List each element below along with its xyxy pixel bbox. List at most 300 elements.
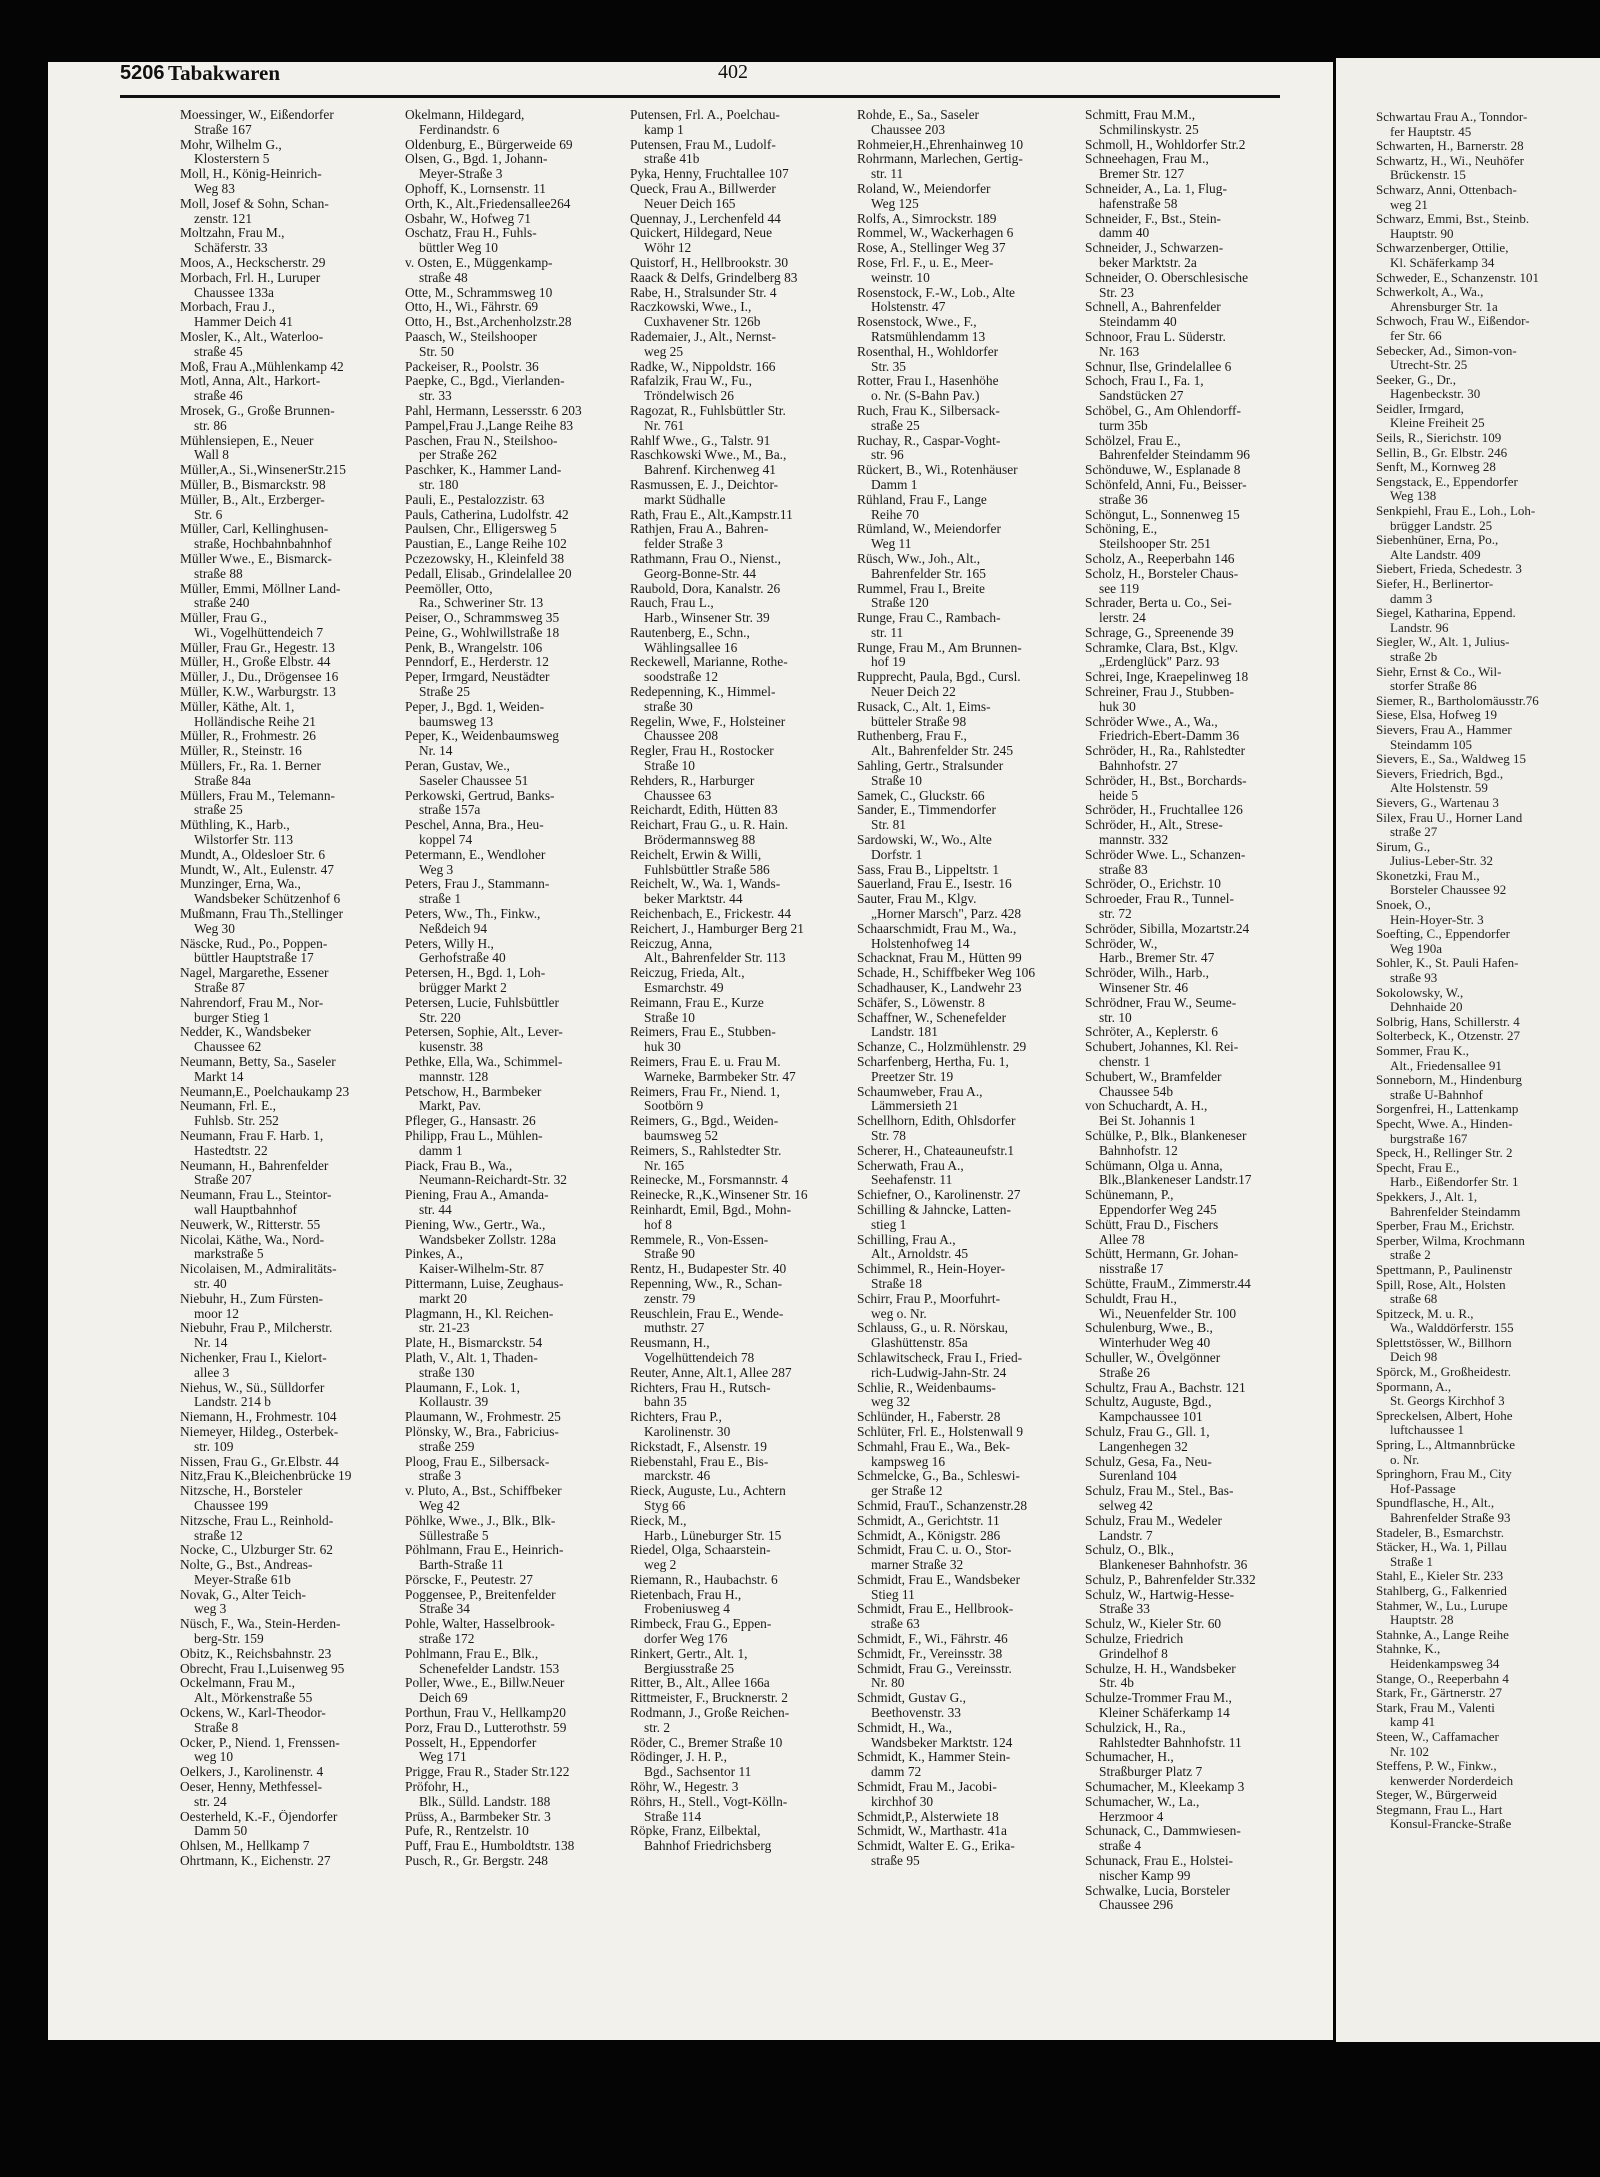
entry-continuation: o. Nr. (S-Bahn Pav.) bbox=[871, 389, 980, 404]
directory-entry: Scherer, H., Chateauneufstr.1 bbox=[857, 1143, 1015, 1158]
directory-entry: Schweder, E., Schanzenstr. 101 bbox=[1376, 269, 1540, 285]
directory-entry: Schreiner, Frau J., Stubben- bbox=[1085, 685, 1234, 700]
directory-entry: Spill, Rose, Alt., Holsten bbox=[1376, 1276, 1506, 1292]
directory-entry: Schilling & Jahncke, Latten- bbox=[857, 1202, 1011, 1217]
entry-continuation: Bahnhof Friedrichsberg bbox=[644, 1839, 772, 1854]
entry-continuation: Neumann-Reichardt-Str. 32 bbox=[419, 1173, 568, 1188]
directory-entry: Posselt, H., Eppendorfer bbox=[405, 1735, 537, 1750]
entry-continuation: burger Stieg 1 bbox=[194, 1010, 270, 1025]
directory-entry: Reuter, Anne, Alt.1, Allee 287 bbox=[630, 1365, 792, 1380]
directory-entry: Pfleger, G., Hansastr. 26 bbox=[405, 1114, 536, 1129]
directory-entry: Reichelt, W., Wa. 1, Wands- bbox=[630, 877, 781, 892]
entry-continuation: chenstr. 1 bbox=[1099, 1055, 1151, 1069]
entry-continuation: Glashüttenstr. 85a bbox=[871, 1336, 968, 1351]
directory-entry: Müthling, K., Harb., bbox=[180, 818, 290, 833]
directory-entry: Spundflasche, H., Alt., bbox=[1376, 1495, 1495, 1511]
directory-entry: Rasmussen, E. J., Deichtor- bbox=[630, 477, 779, 492]
directory-entry: Siefer, H., Berlinertor- bbox=[1376, 576, 1494, 591]
entry-continuation: straße 259 bbox=[419, 1439, 475, 1454]
entry-continuation: heide 5 bbox=[1099, 788, 1139, 803]
directory-entry: Schröter, A., Keplerstr. 6 bbox=[1085, 1025, 1218, 1040]
directory-entry: Nüsch, F., Wa., Stein-Herden- bbox=[180, 1617, 341, 1632]
directory-entry: Scherwath, Frau A., bbox=[857, 1158, 964, 1173]
entry-continuation: Straße 10 bbox=[644, 1010, 695, 1025]
entry-continuation: Holstenhofweg 14 bbox=[871, 936, 970, 951]
directory-entry: Röhrs, H., Stell., Vogt-Kölln- bbox=[630, 1794, 788, 1809]
entry-continuation: Hauptstr. 28 bbox=[1390, 1612, 1454, 1628]
directory-entry: Peran, Gustav, We., bbox=[405, 759, 510, 774]
entry-continuation: Fuhlsbüttler Straße 586 bbox=[644, 862, 770, 877]
entry-continuation: Preetzer Str. 19 bbox=[871, 1069, 954, 1084]
directory-entry: Schmidt, Fr., Vereinsstr. 38 bbox=[857, 1646, 1003, 1661]
directory-entry: Mühlensiepen, E., Neuer bbox=[180, 433, 314, 448]
directory-entry: Niebuhr, H., Zum Fürsten- bbox=[180, 1291, 324, 1306]
entry-continuation: Brückenstr. 15 bbox=[1390, 167, 1466, 183]
directory-entry: Paasch, W., Steilshooper bbox=[405, 329, 538, 344]
entry-continuation: hafenstraße 58 bbox=[1099, 196, 1178, 211]
entry-continuation: damm 1 bbox=[419, 1143, 463, 1158]
directory-entry: Schulz, Frau M., Stel., Bas- bbox=[1085, 1484, 1234, 1499]
entry-continuation: hof 8 bbox=[644, 1217, 672, 1232]
directory-entry: Reimers, Frau E., Stubben- bbox=[630, 1025, 776, 1040]
directory-entry: Rautenberg, E., Schn., bbox=[630, 625, 750, 640]
entry-continuation: weinstr. 10 bbox=[871, 270, 930, 285]
entry-continuation: straße 25 bbox=[871, 418, 920, 433]
entry-continuation: Str. 35 bbox=[871, 359, 906, 374]
directory-entry: Schmidt, Frau G., Vereinsstr. bbox=[857, 1661, 1012, 1676]
entry-continuation: Steindamm 40 bbox=[1099, 315, 1177, 330]
entry-continuation: weg 25 bbox=[644, 344, 684, 359]
directory-entry: Schumacher, H., bbox=[1085, 1750, 1174, 1765]
directory-entry: Schramke, Clara, Bst., Klgv. bbox=[1085, 640, 1239, 655]
directory-entry: Otto, H., Wi., Fährstr. 69 bbox=[405, 300, 539, 315]
entry-continuation: see 119 bbox=[1099, 581, 1140, 596]
entry-continuation: straße 48 bbox=[419, 270, 468, 285]
entry-continuation: felder Straße 3 bbox=[644, 537, 723, 552]
directory-entry: Stäcker, H., Wa. 1, Pillau bbox=[1376, 1539, 1507, 1555]
directory-entry: Poggensee, P., Breitenfelder bbox=[405, 1587, 556, 1602]
entry-continuation: Deich 98 bbox=[1390, 1349, 1438, 1365]
entry-continuation: Alt., Friedensallee 91 bbox=[1390, 1057, 1502, 1073]
directory-entry: Rusack, C., Alt. 1, Eims- bbox=[857, 699, 991, 714]
directory-entry: Putensen, Frl. A., Poelchau- bbox=[630, 108, 780, 122]
directory-entry: Ockens, W., Karl-Theodor- bbox=[180, 1706, 326, 1721]
directory-entry: Schultz, Auguste, Bgd., bbox=[1085, 1395, 1212, 1410]
directory-entry: Niemann, H., Frohmestr. 104 bbox=[180, 1410, 337, 1425]
directory-entry: Stahnke, A., Lange Reihe bbox=[1376, 1626, 1509, 1642]
directory-entry: Puff, Frau E., Humboldtstr. 138 bbox=[405, 1839, 575, 1854]
directory-entry: Schütt, Hermann, Gr. Johan- bbox=[1085, 1247, 1239, 1262]
directory-entry: Nocke, C., Ulzburger Str. 62 bbox=[180, 1543, 333, 1558]
entry-continuation: Straße 87 bbox=[194, 981, 245, 996]
directory-entry: Rodmann, J., Große Reichen- bbox=[630, 1706, 790, 1721]
directory-entry: Riebenstahl, Frau E., Bis- bbox=[630, 1454, 769, 1469]
directory-entry: Siegler, W., Alt. 1, Julius- bbox=[1376, 634, 1510, 650]
directory-entry: Müllers, Fr., Ra. 1. Berner bbox=[180, 759, 321, 774]
directory-entry: Radke, W., Nippoldstr. 166 bbox=[630, 359, 776, 374]
entry-continuation: str. 44 bbox=[419, 1202, 452, 1217]
directory-entry: Pyka, Henny, Fruchtallee 107 bbox=[630, 167, 789, 182]
directory-entry: Schnell, A., Bahrenfelder bbox=[1085, 300, 1221, 315]
directory-entry: Schade, H., Schiffbeker Weg 106 bbox=[857, 966, 1036, 981]
entry-continuation: Hein-Hoyer-Str. 3 bbox=[1390, 911, 1484, 927]
directory-entry: Müller, Carl, Kellinghusen- bbox=[180, 522, 329, 537]
directory-entry: Rolfs, A., Simrockstr. 189 bbox=[857, 211, 997, 226]
entry-continuation: Wöhr 12 bbox=[644, 241, 692, 256]
directory-entry: Müller, Frau Gr., Hegestr. 13 bbox=[180, 640, 335, 655]
directory-entry: Poller, Wwe., E., Billw.Neuer bbox=[405, 1676, 565, 1691]
directory-entry: Paschker, K., Hammer Land- bbox=[405, 463, 562, 478]
entry-continuation: Holländische Reihe 21 bbox=[194, 714, 316, 729]
entry-continuation: Weg 3 bbox=[419, 862, 454, 877]
directory-entry: Schulz, W., Hartwig-Hesse- bbox=[1085, 1587, 1235, 1602]
directory-entry: Pauli, E., Pestalozzistr. 63 bbox=[405, 492, 545, 507]
directory-entry: Schuller, W., Övelgönner bbox=[1085, 1350, 1221, 1365]
directory-entry: Mundt, W., Alt., Eulenstr. 47 bbox=[180, 862, 335, 877]
entry-continuation: baumsweg 13 bbox=[419, 714, 494, 729]
entry-continuation: beker Marktstr. 2a bbox=[1099, 255, 1197, 270]
directory-entry: Röder, C., Bremer Straße 10 bbox=[630, 1735, 783, 1750]
entry-continuation: Dorfstr. 1 bbox=[871, 847, 923, 862]
entry-continuation: Bahrenf. Kirchenweg 41 bbox=[644, 463, 776, 478]
directory-entry: Pinkes, A., bbox=[405, 1247, 464, 1262]
entry-continuation: Hammer Deich 41 bbox=[194, 315, 293, 330]
entry-continuation: Kollaustr. 39 bbox=[419, 1395, 489, 1410]
directory-entry: Riemann, R., Haubachstr. 6 bbox=[630, 1572, 778, 1587]
entry-continuation: muthstr. 27 bbox=[644, 1321, 705, 1336]
directory-column-5 bbox=[1085, 108, 1283, 1913]
entry-continuation: huk 30 bbox=[644, 1040, 681, 1055]
directory-entry: Ohrtmann, K., Eichenstr. 27 bbox=[180, 1854, 331, 1869]
directory-entry: Reimers, G., Bgd., Weiden- bbox=[630, 1114, 779, 1129]
directory-entry: Quistorf, H., Hellbrookstr. 30 bbox=[630, 255, 789, 270]
entry-continuation: straße 3 bbox=[419, 1469, 462, 1484]
directory-entry: Schmidt, Frau M., Jacobi- bbox=[857, 1780, 997, 1795]
directory-entry: Stegmann, Frau L., Hart bbox=[1376, 1801, 1503, 1817]
entry-continuation: Alt., Bahrenfelder Str. 245 bbox=[871, 744, 1014, 759]
directory-entry: Schöngut, L., Sonnenweg 15 bbox=[1085, 507, 1240, 522]
entry-continuation: Rahlstedter Bahnhofstr. 11 bbox=[1099, 1735, 1242, 1750]
entry-continuation: damm 40 bbox=[1099, 226, 1150, 241]
entry-continuation: Neßdeich 94 bbox=[419, 921, 488, 936]
entry-continuation: Harb., Bremer Str. 47 bbox=[1099, 951, 1215, 966]
entry-continuation: Stieg 11 bbox=[871, 1587, 915, 1602]
directory-entry: Spitzeck, M. u. R., bbox=[1376, 1305, 1474, 1321]
entry-continuation: Straße 1 bbox=[1390, 1553, 1433, 1569]
entry-continuation: Weg 83 bbox=[194, 181, 235, 196]
entry-continuation: straße 2 bbox=[1390, 1247, 1431, 1263]
directory-entry: Schaarschmidt, Frau M., Wa., bbox=[857, 921, 1017, 936]
directory-entry: Niebuhr, Frau P., Milcherstr. bbox=[180, 1321, 333, 1336]
directory-entry: Munzinger, Erna, Wa., bbox=[180, 877, 301, 892]
directory-entry: Schulze-Trommer Frau M., bbox=[1085, 1691, 1232, 1706]
directory-entry: Ophoff, K., Lornsenstr. 11 bbox=[405, 181, 546, 196]
entry-continuation: Herzmoor 4 bbox=[1099, 1809, 1164, 1824]
directory-entry: Paustian, E., Lange Reihe 102 bbox=[405, 537, 567, 552]
entry-continuation: str. 40 bbox=[194, 1276, 227, 1291]
entry-continuation: straße 95 bbox=[871, 1854, 920, 1869]
entry-continuation: turm 35b bbox=[1099, 418, 1148, 433]
entry-continuation: straße 30 bbox=[644, 699, 693, 714]
entry-continuation: Weg 138 bbox=[1390, 488, 1437, 504]
entry-continuation: straße 63 bbox=[871, 1617, 920, 1632]
entry-continuation: Nr. 102 bbox=[1390, 1743, 1429, 1759]
directory-entry: Senft, M., Kornweg 28 bbox=[1376, 459, 1496, 475]
entry-continuation: Chaussee 62 bbox=[194, 1040, 262, 1055]
entry-continuation: Schmilinskystr. 25 bbox=[1099, 122, 1199, 137]
directory-entry: Moll, Josef & Sohn, Schan- bbox=[180, 196, 329, 211]
directory-entry: Nitz,Frau K.,Bleichenbrücke 19 bbox=[180, 1469, 352, 1484]
directory-entry: Sievers, E., Sa., Waldweg 15 bbox=[1376, 751, 1526, 767]
entry-continuation: weg 2 bbox=[644, 1558, 677, 1573]
directory-entry: Ruch, Frau K., Silbersack- bbox=[857, 403, 1000, 418]
entry-continuation: Surenland 104 bbox=[1099, 1469, 1177, 1484]
directory-entry: Neumann, Frau L., Steintor- bbox=[180, 1188, 332, 1203]
entry-continuation: Blankeneser Bahnhofstr. 36 bbox=[1099, 1558, 1248, 1573]
directory-entry: Petersen, Sophie, Alt., Lever- bbox=[405, 1025, 563, 1040]
directory-entry: Rohde, E., Sa., Saseler bbox=[857, 108, 979, 122]
entry-continuation: Nr. 165 bbox=[644, 1158, 685, 1173]
directory-entry: Novak, G., Alter Teich- bbox=[180, 1587, 306, 1602]
directory-entry: Sellin, B., Gr. Elbstr. 246 bbox=[1376, 444, 1508, 460]
entry-continuation: straße 88 bbox=[194, 566, 243, 581]
directory-entry: Moß, Frau A.,Mühlenkamp 42 bbox=[180, 359, 344, 374]
directory-entry: Porthun, Frau V., Hellkamp20 bbox=[405, 1706, 566, 1721]
entry-continuation: Bei St. Johannis 1 bbox=[1099, 1114, 1196, 1129]
entry-continuation: Weg 42 bbox=[419, 1498, 460, 1513]
entry-continuation: Chaussee 133a bbox=[194, 285, 274, 300]
entry-continuation: Ra., Schweriner Str. 13 bbox=[419, 596, 544, 611]
directory-entry: Reichart, Frau G., u. R. Hain. bbox=[630, 818, 789, 833]
directory-entry: Spekkers, J., Alt. 1, bbox=[1376, 1188, 1478, 1204]
entry-continuation: Georg-Bonne-Str. 44 bbox=[644, 566, 757, 581]
directory-entry: Peters, Frau J., Stammann- bbox=[405, 877, 550, 892]
directory-entry: Mosler, K., Alt., Waterloo- bbox=[180, 329, 324, 344]
directory-entry: Rabe, H., Stralsunder Str. 4 bbox=[630, 285, 777, 300]
entry-continuation: Eppendorfer Weg 245 bbox=[1099, 1202, 1217, 1217]
directory-entry: Röpke, Franz, Eilbektal, bbox=[630, 1824, 761, 1839]
directory-entry: Rieck, Auguste, Lu., Achtern bbox=[630, 1484, 786, 1499]
directory-entry: Sperber, Frau M., Erichstr. bbox=[1376, 1218, 1515, 1234]
directory-entry: Soefting, C., Eppendorfer bbox=[1376, 926, 1510, 942]
entry-continuation: Vogelhüttendeich 78 bbox=[644, 1350, 755, 1365]
directory-entry: Rathjen, Frau A., Bahren- bbox=[630, 522, 769, 537]
directory-entry: Stange, O., Reeperbahn 4 bbox=[1376, 1670, 1509, 1686]
directory-entry: Raschkowski Wwe., M., Ba., bbox=[630, 448, 787, 463]
directory-entry: Siebenhüner, Erna, Po., bbox=[1376, 532, 1499, 548]
directory-entry: Rödinger, J. H. P., bbox=[630, 1750, 727, 1765]
directory-entry: Scholz, H., Borsteler Chaus- bbox=[1085, 566, 1239, 581]
directory-entry: Schönfeld, Anni, Fu., Beisser- bbox=[1085, 477, 1247, 492]
entry-continuation: Blk., Sülld. Landstr. 188 bbox=[419, 1794, 551, 1809]
directory-entry: Müller, Käthe, Alt. 1, bbox=[180, 699, 295, 714]
directory-entry: Scharfenberg, Hertha, Fu. 1, bbox=[857, 1055, 1009, 1069]
directory-entry: Schrei, Inge, Kraepelinweg 18 bbox=[1085, 670, 1249, 685]
directory-entry: Schröder, W., bbox=[1085, 936, 1158, 951]
directory-entry: Plagmann, H., Kl. Reichen- bbox=[405, 1306, 554, 1321]
directory-entry: Neuwerk, W., Ritterstr. 55 bbox=[180, 1217, 321, 1232]
directory-entry: Obitz, K., Reichsbahnstr. 23 bbox=[180, 1646, 332, 1661]
directory-entry: Pufe, R., Rentzelstr. 10 bbox=[405, 1824, 529, 1839]
directory-entry: Ockelmann, Frau M., bbox=[180, 1676, 295, 1691]
directory-entry: Ohlsen, M., Hellkamp 7 bbox=[180, 1839, 310, 1854]
entry-continuation: ger Straße 12 bbox=[871, 1484, 943, 1499]
directory-entry: Siemer, R., Bartholomäusstr.76 bbox=[1376, 692, 1539, 708]
directory-entry: Schmitt, Frau M.M., bbox=[1085, 108, 1196, 122]
directory-entry: Moll, H., König-Heinrich- bbox=[180, 167, 322, 182]
directory-entry: Pczezowsky, H., Kleinfeld 38 bbox=[405, 551, 565, 566]
directory-entry: Schuldt, Frau H., bbox=[1085, 1291, 1177, 1306]
entry-continuation: Markt 14 bbox=[194, 1069, 244, 1084]
page-number: 5206 bbox=[120, 62, 165, 84]
directory-entry: Plate, H., Bismarckstr. 54 bbox=[405, 1336, 543, 1351]
directory-entry: Pahl, Hermann, Lessersstr. 6 203 bbox=[405, 403, 582, 418]
directory-entry: Schubert, Johannes, Kl. Rei- bbox=[1085, 1040, 1239, 1055]
entry-continuation: Landstr. 181 bbox=[871, 1025, 938, 1040]
entry-continuation: Straße 207 bbox=[194, 1173, 252, 1188]
entry-continuation: selweg 42 bbox=[1099, 1498, 1153, 1513]
entry-continuation: nisstraße 17 bbox=[1099, 1262, 1164, 1277]
directory-entry: Oeser, Henny, Methfessel- bbox=[180, 1780, 323, 1795]
directory-entry: Otto, H., Bst.,Archenholzstr.28 bbox=[405, 315, 572, 330]
directory-entry: Schmidt, A., Königstr. 286 bbox=[857, 1528, 1001, 1543]
directory-entry: Pöhlke, Wwe., J., Blk., Blk- bbox=[405, 1513, 556, 1528]
directory-entry: Richters, Frau H., Rutsch- bbox=[630, 1380, 771, 1395]
entry-continuation: Dehnhaide 20 bbox=[1390, 999, 1463, 1015]
directory-entry: Schwarzenberger, Ottilie, bbox=[1376, 240, 1509, 256]
directory-entry: Schulz, Gesa, Fa., Neu- bbox=[1085, 1454, 1212, 1469]
directory-entry: Ocker, P., Niend. 1, Frenssen- bbox=[180, 1735, 340, 1750]
entry-continuation: Süllestraße 5 bbox=[419, 1528, 489, 1543]
directory-entry: Schütte, FrauM., Zimmerstr.44 bbox=[1085, 1276, 1251, 1291]
directory-entry: Petermann, E., Wendloher bbox=[405, 847, 546, 862]
directory-entry: Pöhlmann, Frau E., Heinrich- bbox=[405, 1543, 564, 1558]
directory-entry: Rath, Frau E., Alt.,Kampstr.11 bbox=[630, 507, 793, 522]
directory-entry: Spörck, M., Großheidestr. bbox=[1376, 1364, 1512, 1380]
entry-continuation: brügger Markt 2 bbox=[419, 981, 507, 996]
entry-continuation: Weg 190a bbox=[1390, 940, 1443, 956]
entry-continuation: str. 24 bbox=[194, 1794, 227, 1809]
directory-entry: Rinkert, Gertr., Alt. 1, bbox=[630, 1646, 748, 1661]
entry-continuation: Steindamm 105 bbox=[1390, 736, 1472, 752]
directory-entry: Schümann, Olga u. Anna, bbox=[1085, 1158, 1223, 1173]
entry-continuation: allee 3 bbox=[194, 1365, 230, 1380]
directory-entry: Rimbeck, Frau G., Eppen- bbox=[630, 1617, 772, 1632]
directory-entry: Reusmann, H., bbox=[630, 1336, 710, 1351]
directory-entry: Morbach, Frl. H., Luruper bbox=[180, 270, 321, 285]
entry-continuation: Straße 114 bbox=[644, 1809, 702, 1824]
directory-entry: Schmidt, Gustav G., bbox=[857, 1691, 966, 1706]
directory-entry: Neumann, Betty, Sa., Saseler bbox=[180, 1055, 336, 1069]
entry-continuation: weg o. Nr. bbox=[871, 1306, 927, 1321]
entry-continuation: Straße 18 bbox=[871, 1276, 922, 1291]
directory-entry: Prigge, Frau R., Stader Str.122 bbox=[405, 1765, 570, 1780]
entry-continuation: Kampchaussee 101 bbox=[1099, 1410, 1203, 1425]
directory-entry: Rathmann, Frau O., Nienst., bbox=[630, 551, 781, 566]
entry-continuation: Steilshooper Str. 251 bbox=[1099, 537, 1211, 552]
directory-entry: Reimers, Frau Fr., Niend. 1, bbox=[630, 1084, 780, 1099]
directory-entry: Schrage, G., Spreenende 39 bbox=[1085, 625, 1234, 640]
entry-continuation: Wandsbeker Schützenhof 6 bbox=[194, 892, 341, 907]
entry-continuation: Wählingsallee 16 bbox=[644, 640, 738, 655]
directory-entry: Schoch, Frau I., Fa. 1, bbox=[1085, 374, 1204, 389]
directory-entry: Müller, B., Bismarckstr. 98 bbox=[180, 477, 326, 492]
entry-continuation: kampsweg 16 bbox=[871, 1454, 946, 1469]
entry-continuation: Str. 220 bbox=[419, 1010, 461, 1025]
entry-continuation: Esmarchstr. 49 bbox=[644, 981, 724, 996]
entry-continuation: straße 4 bbox=[1099, 1839, 1142, 1854]
entry-continuation: Schenefelder Landstr. 153 bbox=[419, 1661, 560, 1676]
directory-entry: Neumann, Frau F. Harb. 1, bbox=[180, 1128, 324, 1143]
directory-entry: Neumann, Frl. E., bbox=[180, 1099, 276, 1114]
entry-continuation: straße, Hochbahnbahnhof bbox=[194, 537, 332, 552]
entry-continuation: str. 11 bbox=[871, 625, 904, 640]
directory-entry: Quennay, J., Lerchenfeld 44 bbox=[630, 211, 781, 226]
directory-entry: Schrödner, Frau W., Seume- bbox=[1085, 995, 1237, 1010]
directory-entry: Pohlmann, Frau E., Blk., bbox=[405, 1646, 539, 1661]
directory-entry: Schnoor, Frau L. Süderstr. bbox=[1085, 329, 1226, 344]
directory-entry: Schröder, H., Alt., Strese- bbox=[1085, 818, 1223, 833]
directory-entry: Roland, W., Meiendorfer bbox=[857, 181, 991, 196]
entry-continuation: „Horner Marsch", Parz. 428 bbox=[871, 907, 1022, 922]
entry-continuation: Neuer Deich 22 bbox=[871, 685, 956, 700]
directory-entry: Nicolai, Käthe, Wa., Nord- bbox=[180, 1232, 325, 1247]
directory-entry: Peiser, O., Schrammsweg 35 bbox=[405, 611, 560, 626]
entry-continuation: Chaussee 63 bbox=[644, 788, 712, 803]
directory-entry: Plönsky, W., Bra., Fabricius- bbox=[405, 1424, 559, 1439]
directory-entry: Paschen, Frau N., Steilshoo- bbox=[405, 433, 558, 448]
directory-entry: Rümland, W., Meiendorfer bbox=[857, 522, 1001, 537]
entry-continuation: str. 72 bbox=[1099, 907, 1132, 922]
directory-entry: Schunack, Frau E., Holstei- bbox=[1085, 1854, 1234, 1869]
entry-continuation: soodstraße 12 bbox=[644, 670, 719, 685]
directory-entry: Pampel,Frau J.,Lange Reihe 83 bbox=[405, 418, 574, 433]
directory-entry: Oschatz, Frau H., Fuhls- bbox=[405, 226, 537, 241]
entry-continuation: dorfer Weg 176 bbox=[644, 1632, 728, 1647]
entry-continuation: Str. 50 bbox=[419, 344, 454, 359]
directory-entry: Reimann, Frau E., Kurze bbox=[630, 995, 764, 1010]
directory-entry: Schünemann, P., bbox=[1085, 1188, 1174, 1203]
directory-entry: Müller, B., Alt., Erzberger- bbox=[180, 492, 325, 507]
directory-entry: Schmidt, Frau E., Hellbrook- bbox=[857, 1602, 1014, 1617]
entry-continuation: Nr. 163 bbox=[1099, 344, 1140, 359]
directory-entry: Reinecke, R.,K.,Winsener Str. 16 bbox=[630, 1188, 808, 1203]
directory-entry: Schumacher, M., Kleekamp 3 bbox=[1085, 1780, 1245, 1795]
entry-continuation: Wi., Vogelhüttendeich 7 bbox=[194, 625, 324, 640]
entry-continuation: Ferdinandstr. 6 bbox=[419, 122, 500, 137]
directory-entry: Müller, R., Frohmestr. 26 bbox=[180, 729, 316, 744]
directory-entry: Rohmeier,H.,Ehrenhainweg 10 bbox=[857, 137, 1024, 152]
directory-entry: Nissen, Frau G., Gr.Elbstr. 44 bbox=[180, 1454, 339, 1469]
adjacent-page-column bbox=[1376, 110, 1600, 1832]
entry-continuation: fer Str. 66 bbox=[1390, 327, 1442, 343]
entry-continuation: kirchhof 30 bbox=[871, 1794, 934, 1809]
entry-continuation: Straße 120 bbox=[871, 596, 929, 611]
directory-entry: Schröder, H., Fruchtallee 126 bbox=[1085, 803, 1243, 818]
directory-entry: Plath, V., Alt. 1, Thaden- bbox=[405, 1350, 538, 1365]
directory-entry: Schwalke, Lucia, Borsteler bbox=[1085, 1883, 1231, 1898]
entry-continuation: str. 10 bbox=[1099, 1010, 1132, 1025]
entry-continuation: straße 2b bbox=[1390, 648, 1438, 664]
directory-entry: Senkpiehl, Frau E., Loh., Loh- bbox=[1376, 503, 1536, 519]
directory-entry: Stahnke, K., bbox=[1376, 1641, 1441, 1657]
entry-continuation: Wall 8 bbox=[194, 448, 229, 463]
directory-entry: Rafalzik, Frau W., Fu., bbox=[630, 374, 752, 389]
directory-column-2 bbox=[405, 108, 625, 1869]
entry-continuation: Ahrensburger Str. 1a bbox=[1390, 298, 1498, 314]
entry-continuation: Grindelhof 8 bbox=[1099, 1646, 1168, 1661]
entry-continuation: luftchaussee 1 bbox=[1390, 1422, 1465, 1438]
